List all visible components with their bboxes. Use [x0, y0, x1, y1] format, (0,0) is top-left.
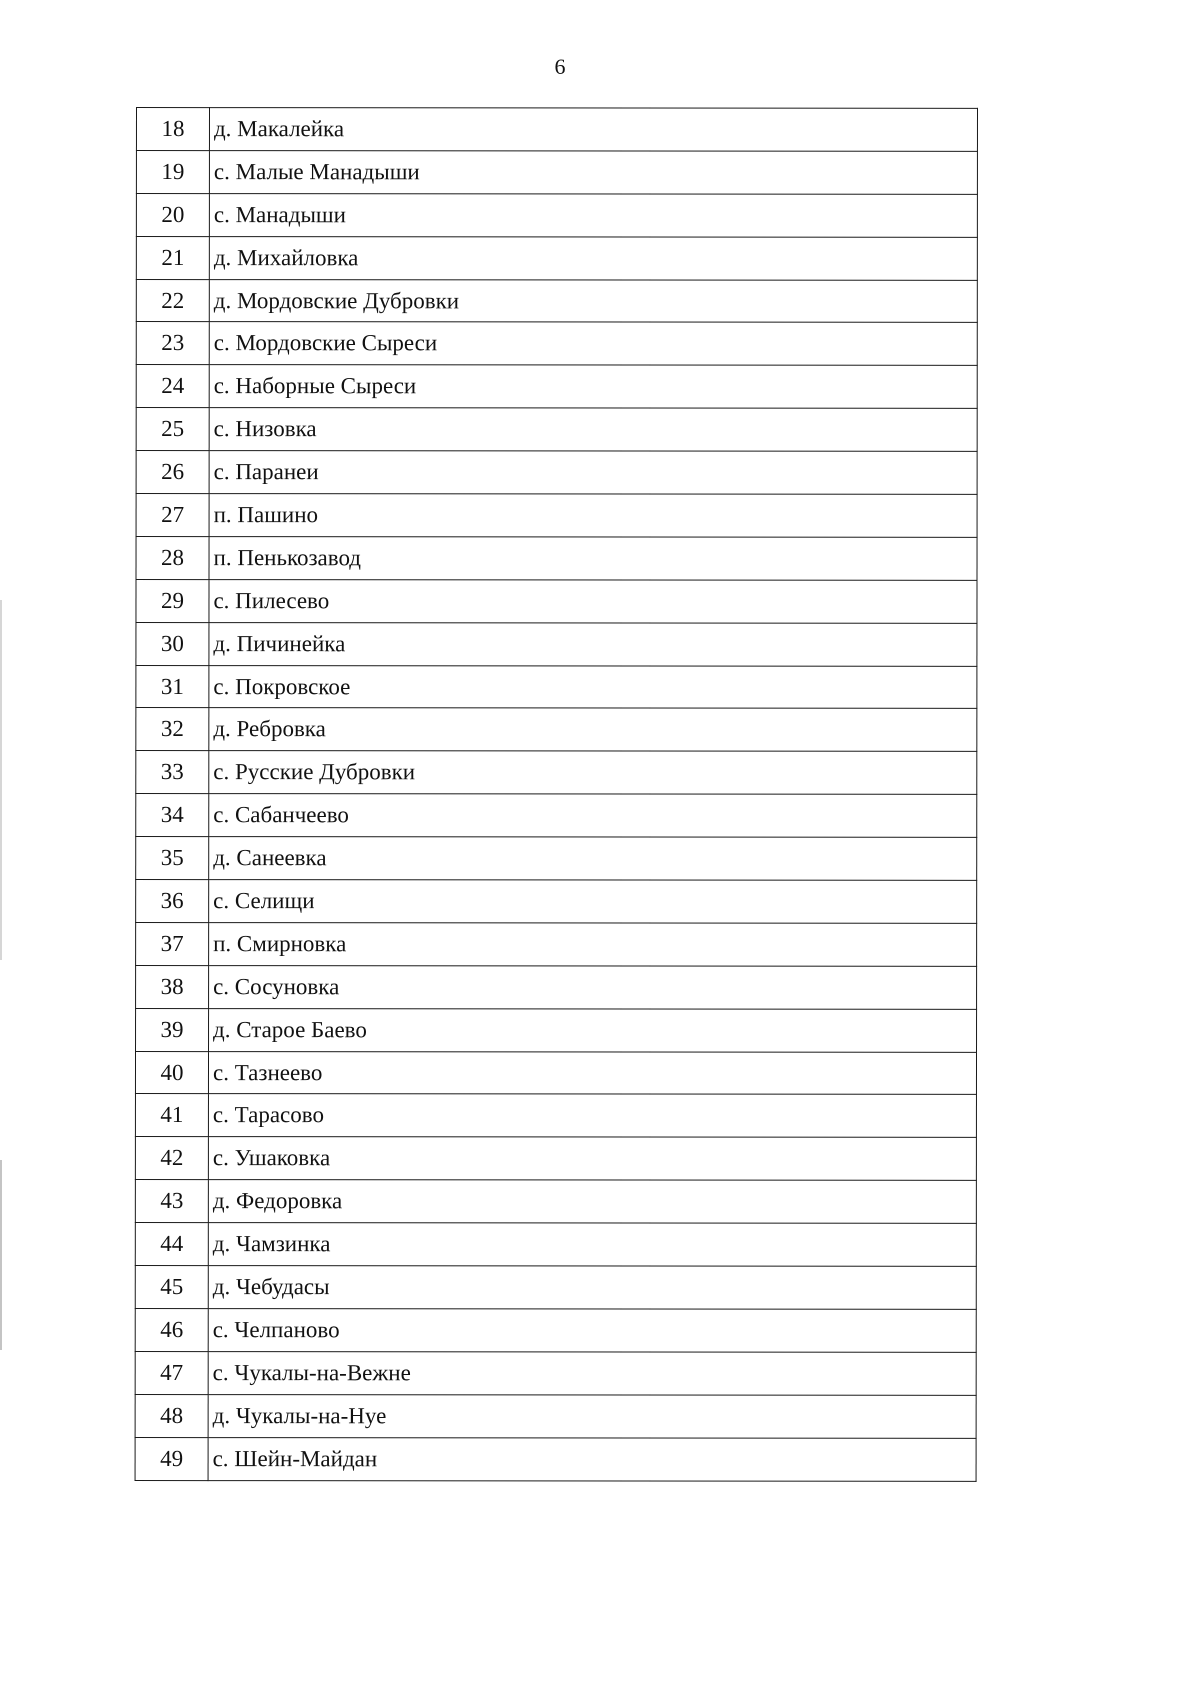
settlement-name-cell: с. Ушаковка: [208, 1137, 976, 1181]
table-row: [136, 365, 977, 409]
table-row: [135, 1094, 976, 1138]
scan-edge-mark: [0, 600, 2, 960]
row-number-cell: 18: [136, 108, 209, 151]
table-row: [136, 751, 977, 795]
row-number-cell: 41: [135, 1094, 208, 1137]
row-number-cell: 26: [136, 451, 209, 494]
row-number-cell: 30: [136, 622, 209, 665]
table-row: [136, 579, 977, 623]
row-number-cell: 33: [136, 751, 209, 794]
settlement-name-cell: д. Чамзинка: [208, 1223, 976, 1267]
settlement-name-cell: д. Ребровка: [209, 708, 977, 752]
row-number-cell: 44: [135, 1223, 208, 1266]
settlement-name-cell: с. Тарасово: [208, 1094, 976, 1138]
settlement-name-cell: с. Малые Манадыши: [209, 150, 977, 194]
table-row: [136, 922, 977, 966]
settlement-name-cell: с. Паранеи: [209, 451, 977, 495]
row-number-cell: 29: [136, 579, 209, 622]
table-row: [135, 1051, 976, 1095]
row-number-cell: 39: [136, 1008, 209, 1051]
settlement-name-cell: с. Чукалы-на-Вежне: [208, 1351, 976, 1395]
settlement-name-cell: п. Пенькозавод: [209, 536, 977, 580]
table-row: [136, 322, 977, 366]
settlement-name-cell: с. Селищи: [209, 880, 977, 924]
settlements-table: [135, 107, 978, 1481]
table-row: [136, 108, 977, 152]
row-number-cell: 48: [135, 1394, 208, 1437]
row-number-cell: 35: [136, 837, 209, 880]
settlement-name-cell: с. Мордовские Сыреси: [209, 322, 977, 366]
table-row: [135, 1394, 976, 1438]
row-number-cell: 43: [135, 1180, 208, 1223]
table-row: [136, 880, 977, 924]
table-row: [136, 665, 977, 709]
settlement-name-cell: п. Смирновка: [209, 922, 977, 966]
settlement-name-cell: д. Мордовские Дубровки: [209, 279, 977, 323]
settlement-name-cell: д. Федоровка: [208, 1180, 976, 1224]
table-row: [136, 494, 977, 538]
row-number-cell: 21: [136, 236, 209, 279]
settlement-name-cell: д. Михайловка: [209, 236, 977, 280]
settlement-name-cell: с. Манадыши: [209, 193, 977, 237]
settlement-name-cell: с. Низовка: [209, 408, 977, 452]
table-row: [136, 837, 977, 881]
settlement-name-cell: с. Пилесево: [209, 579, 977, 623]
settlement-name-cell: д. Пичинейка: [209, 622, 977, 666]
settlement-name-cell: с. Сосуновка: [209, 965, 977, 1009]
table-row: [135, 1437, 976, 1481]
table-row: [136, 408, 977, 452]
row-number-cell: 27: [136, 494, 209, 537]
table-row: [136, 708, 977, 752]
settlement-name-cell: д. Санеевка: [209, 837, 977, 881]
table-row: [136, 279, 977, 323]
table-row: [136, 622, 977, 666]
row-number-cell: 47: [135, 1351, 208, 1394]
settlement-name-cell: с. Тазнеево: [208, 1051, 976, 1095]
row-number-cell: 34: [136, 794, 209, 837]
table-row: [136, 965, 977, 1009]
table-row: [136, 193, 977, 237]
table-row: [136, 794, 977, 838]
row-number-cell: 37: [136, 922, 209, 965]
table-row: [136, 451, 977, 495]
row-number-cell: 42: [135, 1137, 208, 1180]
settlement-name-cell: д. Макалейка: [209, 108, 977, 152]
settlement-name-cell: д. Чукалы-на-Нуе: [208, 1394, 976, 1438]
row-number-cell: 20: [136, 193, 209, 236]
settlement-name-cell: д. Чебудасы: [208, 1266, 976, 1310]
table-row: [136, 536, 977, 580]
row-number-cell: 46: [135, 1308, 208, 1351]
settlement-name-cell: с. Челпаново: [208, 1309, 976, 1353]
settlement-name-cell: д. Старое Баево: [209, 1008, 977, 1052]
settlements-table-body: [135, 108, 977, 1481]
settlement-name-cell: с. Наборные Сыреси: [209, 365, 977, 409]
row-number-cell: 45: [135, 1266, 208, 1309]
table-row: [135, 1137, 976, 1181]
settlement-name-cell: п. Пашино: [209, 494, 977, 538]
row-number-cell: 25: [136, 408, 209, 451]
row-number-cell: 23: [136, 322, 209, 365]
row-number-cell: 24: [136, 365, 209, 408]
row-number-cell: 36: [136, 880, 209, 923]
row-number-cell: 49: [135, 1437, 208, 1480]
table-row: [136, 150, 977, 194]
row-number-cell: 19: [136, 150, 209, 193]
settlement-name-cell: с. Сабанчеево: [209, 794, 977, 838]
settlement-name-cell: с. Шейн-Майдан: [208, 1437, 976, 1481]
table-row: [135, 1308, 976, 1352]
scan-edge-mark: [0, 1160, 2, 1350]
table-row: [135, 1180, 976, 1224]
row-number-cell: 22: [136, 279, 209, 322]
table-row: [135, 1351, 976, 1395]
page-number: 6: [554, 54, 566, 79]
settlement-name-cell: с. Покровское: [209, 665, 977, 709]
settlement-name-cell: с. Русские Дубровки: [209, 751, 977, 795]
table-row: [135, 1223, 976, 1267]
table-row: [135, 1266, 976, 1310]
row-number-cell: 31: [136, 665, 209, 708]
table-row: [136, 1008, 977, 1052]
row-number-cell: 28: [136, 536, 209, 579]
row-number-cell: 32: [136, 708, 209, 751]
row-number-cell: 38: [136, 965, 209, 1008]
row-number-cell: 40: [135, 1051, 208, 1094]
table-row: [136, 236, 977, 280]
